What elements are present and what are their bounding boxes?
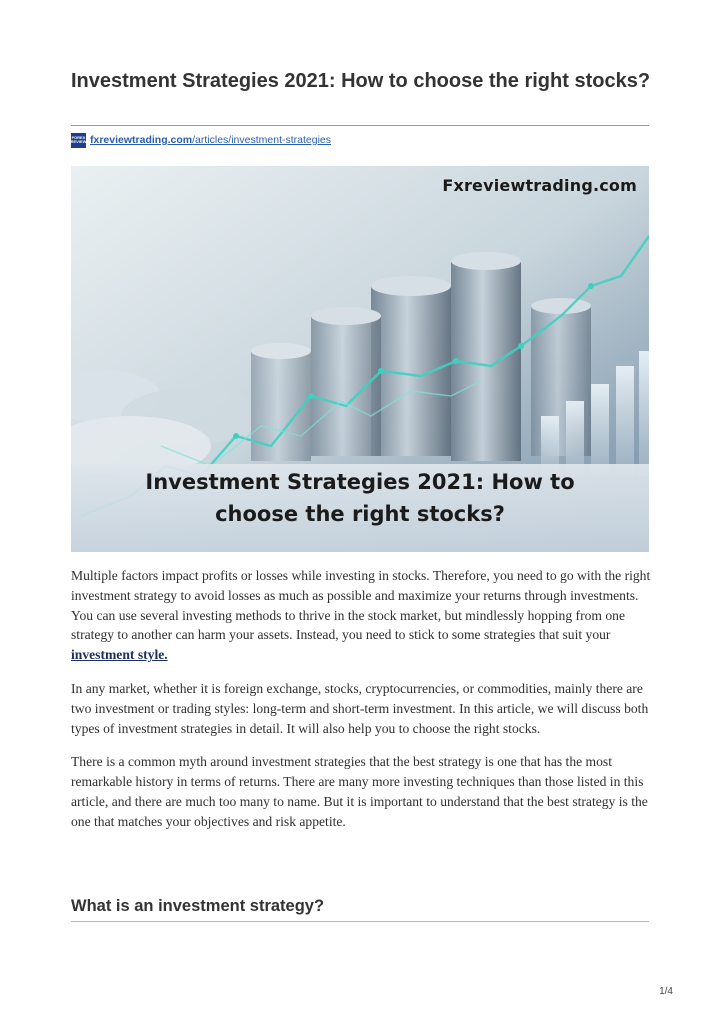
paragraph-3: There is a common myth around investment strategies that the best strategy is one that has the most remarkable history in terms of returns. There are many more investing techniques than those listed in this article, and there are much too many to name. But it is important to understand that the best strategy is the one that matches your objectives and risk appetite.: [71, 754, 648, 829]
favicon-text-1: FOREX: [71, 135, 86, 140]
section-heading: What is an investment strategy?: [71, 897, 325, 915]
hero-image: [71, 166, 649, 552]
favicon-text-2: REVIEW: [70, 139, 87, 144]
title-divider: [71, 125, 649, 126]
investment-style-link[interactable]: investment style.: [71, 647, 168, 663]
source-line: [71, 131, 331, 149]
document-title: Investment Strategies 2021: How to choose the right stocks?: [71, 70, 651, 92]
article-body: [71, 566, 651, 846]
hero-brand-text: Fxreviewtrading.com: [442, 176, 637, 195]
forex-review-logo-icon: [71, 133, 86, 148]
source-domain-link[interactable]: fxreviewtrading.com: [90, 134, 193, 146]
source-path-link[interactable]: /articles/investment-strategies: [192, 134, 332, 146]
hero-headline: [71, 466, 649, 530]
hero-headline-line-2: choose the right stocks?: [215, 502, 505, 526]
paragraph-1-text: Multiple factors impact profits or losses while investing in stocks. Therefore, you need to go with the right investment strategy to avoid losses as much as possible and maximize your returns through investments. You can use several investing methods to thrive in the stock market, but mindlessly hopping from one strategy to another can harm your assets. Instead, you need to stick to some strategies that suit your: [71, 568, 651, 643]
paragraph-1: [71, 566, 651, 665]
paragraph-2: In any market, whether it is foreign exchange, stocks, cryptocurrencies, or commodities, mainly there are two investment or trading styles: long-term and short-term investment. In this article, we will discuss both types of investment strategies in detail. It will also help you to choose the right stocks.: [71, 680, 649, 736]
hero-headline-line-1: Investment Strategies 2021: How to: [145, 470, 575, 494]
section-divider: [71, 921, 649, 922]
page-indicator: 1/4: [659, 986, 673, 997]
